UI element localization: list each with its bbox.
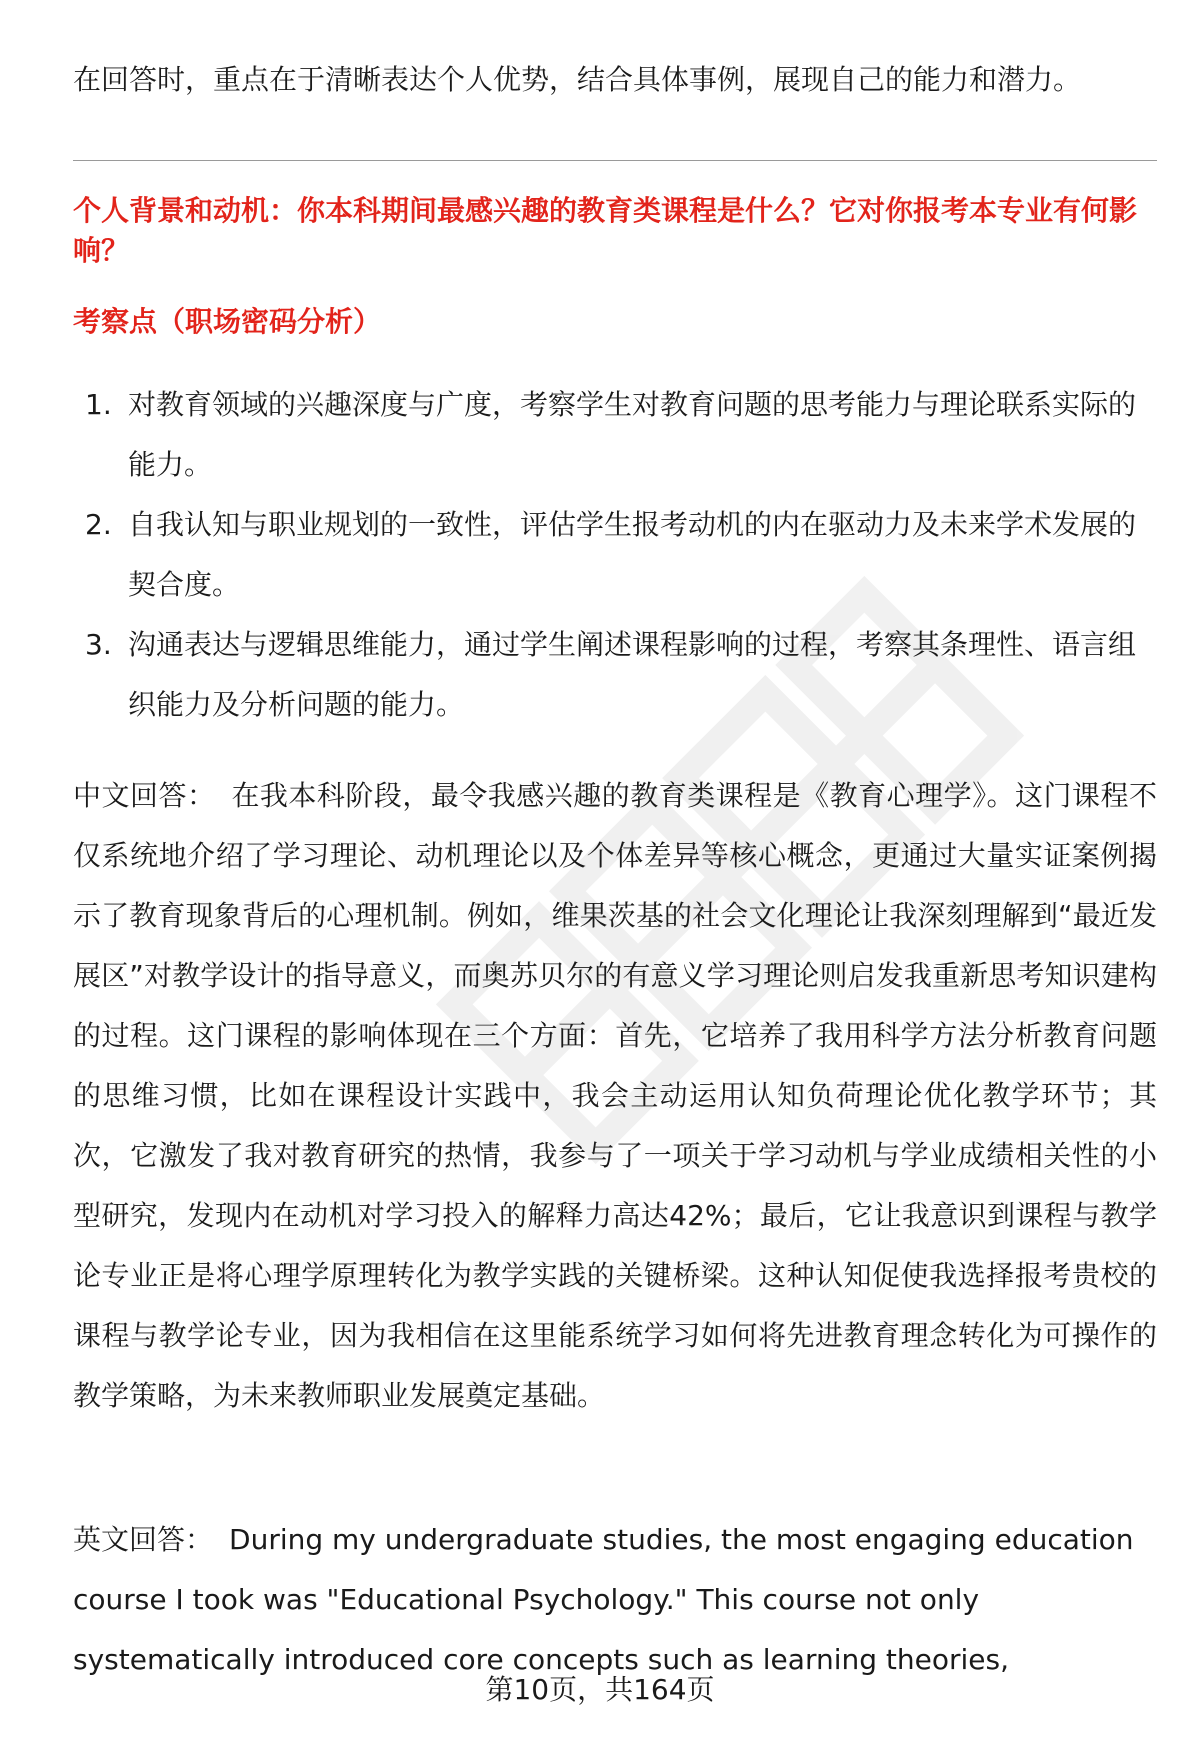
list-item-text: 对教育领域的兴趣深度与广度，考察学生对教育问题的思考能力与理论联系实际的能力。: [128, 388, 1137, 481]
english-answer-label: 英文回答：: [73, 1523, 214, 1556]
analysis-heading: 考察点（职场密码分析）: [73, 305, 382, 338]
english-answer: [73, 1510, 1157, 1690]
intro-paragraph: 在回答时，重点在于清晰表达个人优势，结合具体事例，展现自己的能力和潜力。: [73, 63, 1082, 96]
list-item: [73, 615, 1157, 735]
list-item-text: 自我认知与职业规划的一致性，评估学生报考动机的内在驱动力及未来学术发展的契合度。: [128, 508, 1137, 601]
page-number-footer: 第10页，共164页: [485, 1673, 715, 1706]
chinese-answer-label: 中文回答：: [73, 779, 216, 812]
question-heading: 个人背景和动机：你本科期间最感兴趣的教育类课程是什么？它对你报考本专业有何影响？: [73, 194, 1138, 267]
list-item-number: 3.: [85, 628, 112, 661]
list-item: [73, 375, 1157, 495]
list-item: [73, 495, 1157, 615]
section-divider: [73, 160, 1157, 161]
analysis-points-list: [73, 375, 1157, 735]
chinese-answer: [73, 766, 1157, 1426]
chinese-answer-text: 在我本科阶段，最令我感兴趣的教育类课程是《教育心理学》。这门课程不仅系统地介绍了学习理论、动机理论以及个体差异等核心概念，更通过大量实证案例揭示了教育现象背后的心理机制。例如，维果茨基的社会文化理论让我深刻理解到“最近发展区”对教学设计的指导意义，而奥苏贝尔的有意义学习理论则启发我重新思考知识建构的过程。这门课程的影响体现在三个方面：首先，它培养了我用科学方法分析教育问题的思维习惯，比如在课程设计实践中，我会主动运用认知负荷理论优化教学环节；其次，它激发了我对教育研究的热情，我参与了一项关于学习动机与学业成绩相关性的小型研究，发现内在动机对学习投入的解释力高达42%；最后，它让我意识到课程与教学论专业正是将心理学原理转化为教学实践的关键桥梁。这种认知促使我选择报考贵校的课程与教学论专业，因为我相信在这里能系统学习如何将先进教育理念转化为可操作的教学策略，为未来教师职业发展奠定基础。: [73, 779, 1157, 1412]
list-item-text: 沟通表达与逻辑思维能力，通过学生阐述课程影响的过程，考察其条理性、语言组织能力及分析问题的能力。: [128, 628, 1137, 721]
list-item-number: 2.: [85, 508, 112, 541]
list-item-number: 1.: [85, 388, 112, 421]
english-answer-text: During my undergraduate studies, the most engaging education course I took was "Educational Psychology." This course not only systematically introduced core concepts such as learning theories,: [73, 1523, 1134, 1676]
